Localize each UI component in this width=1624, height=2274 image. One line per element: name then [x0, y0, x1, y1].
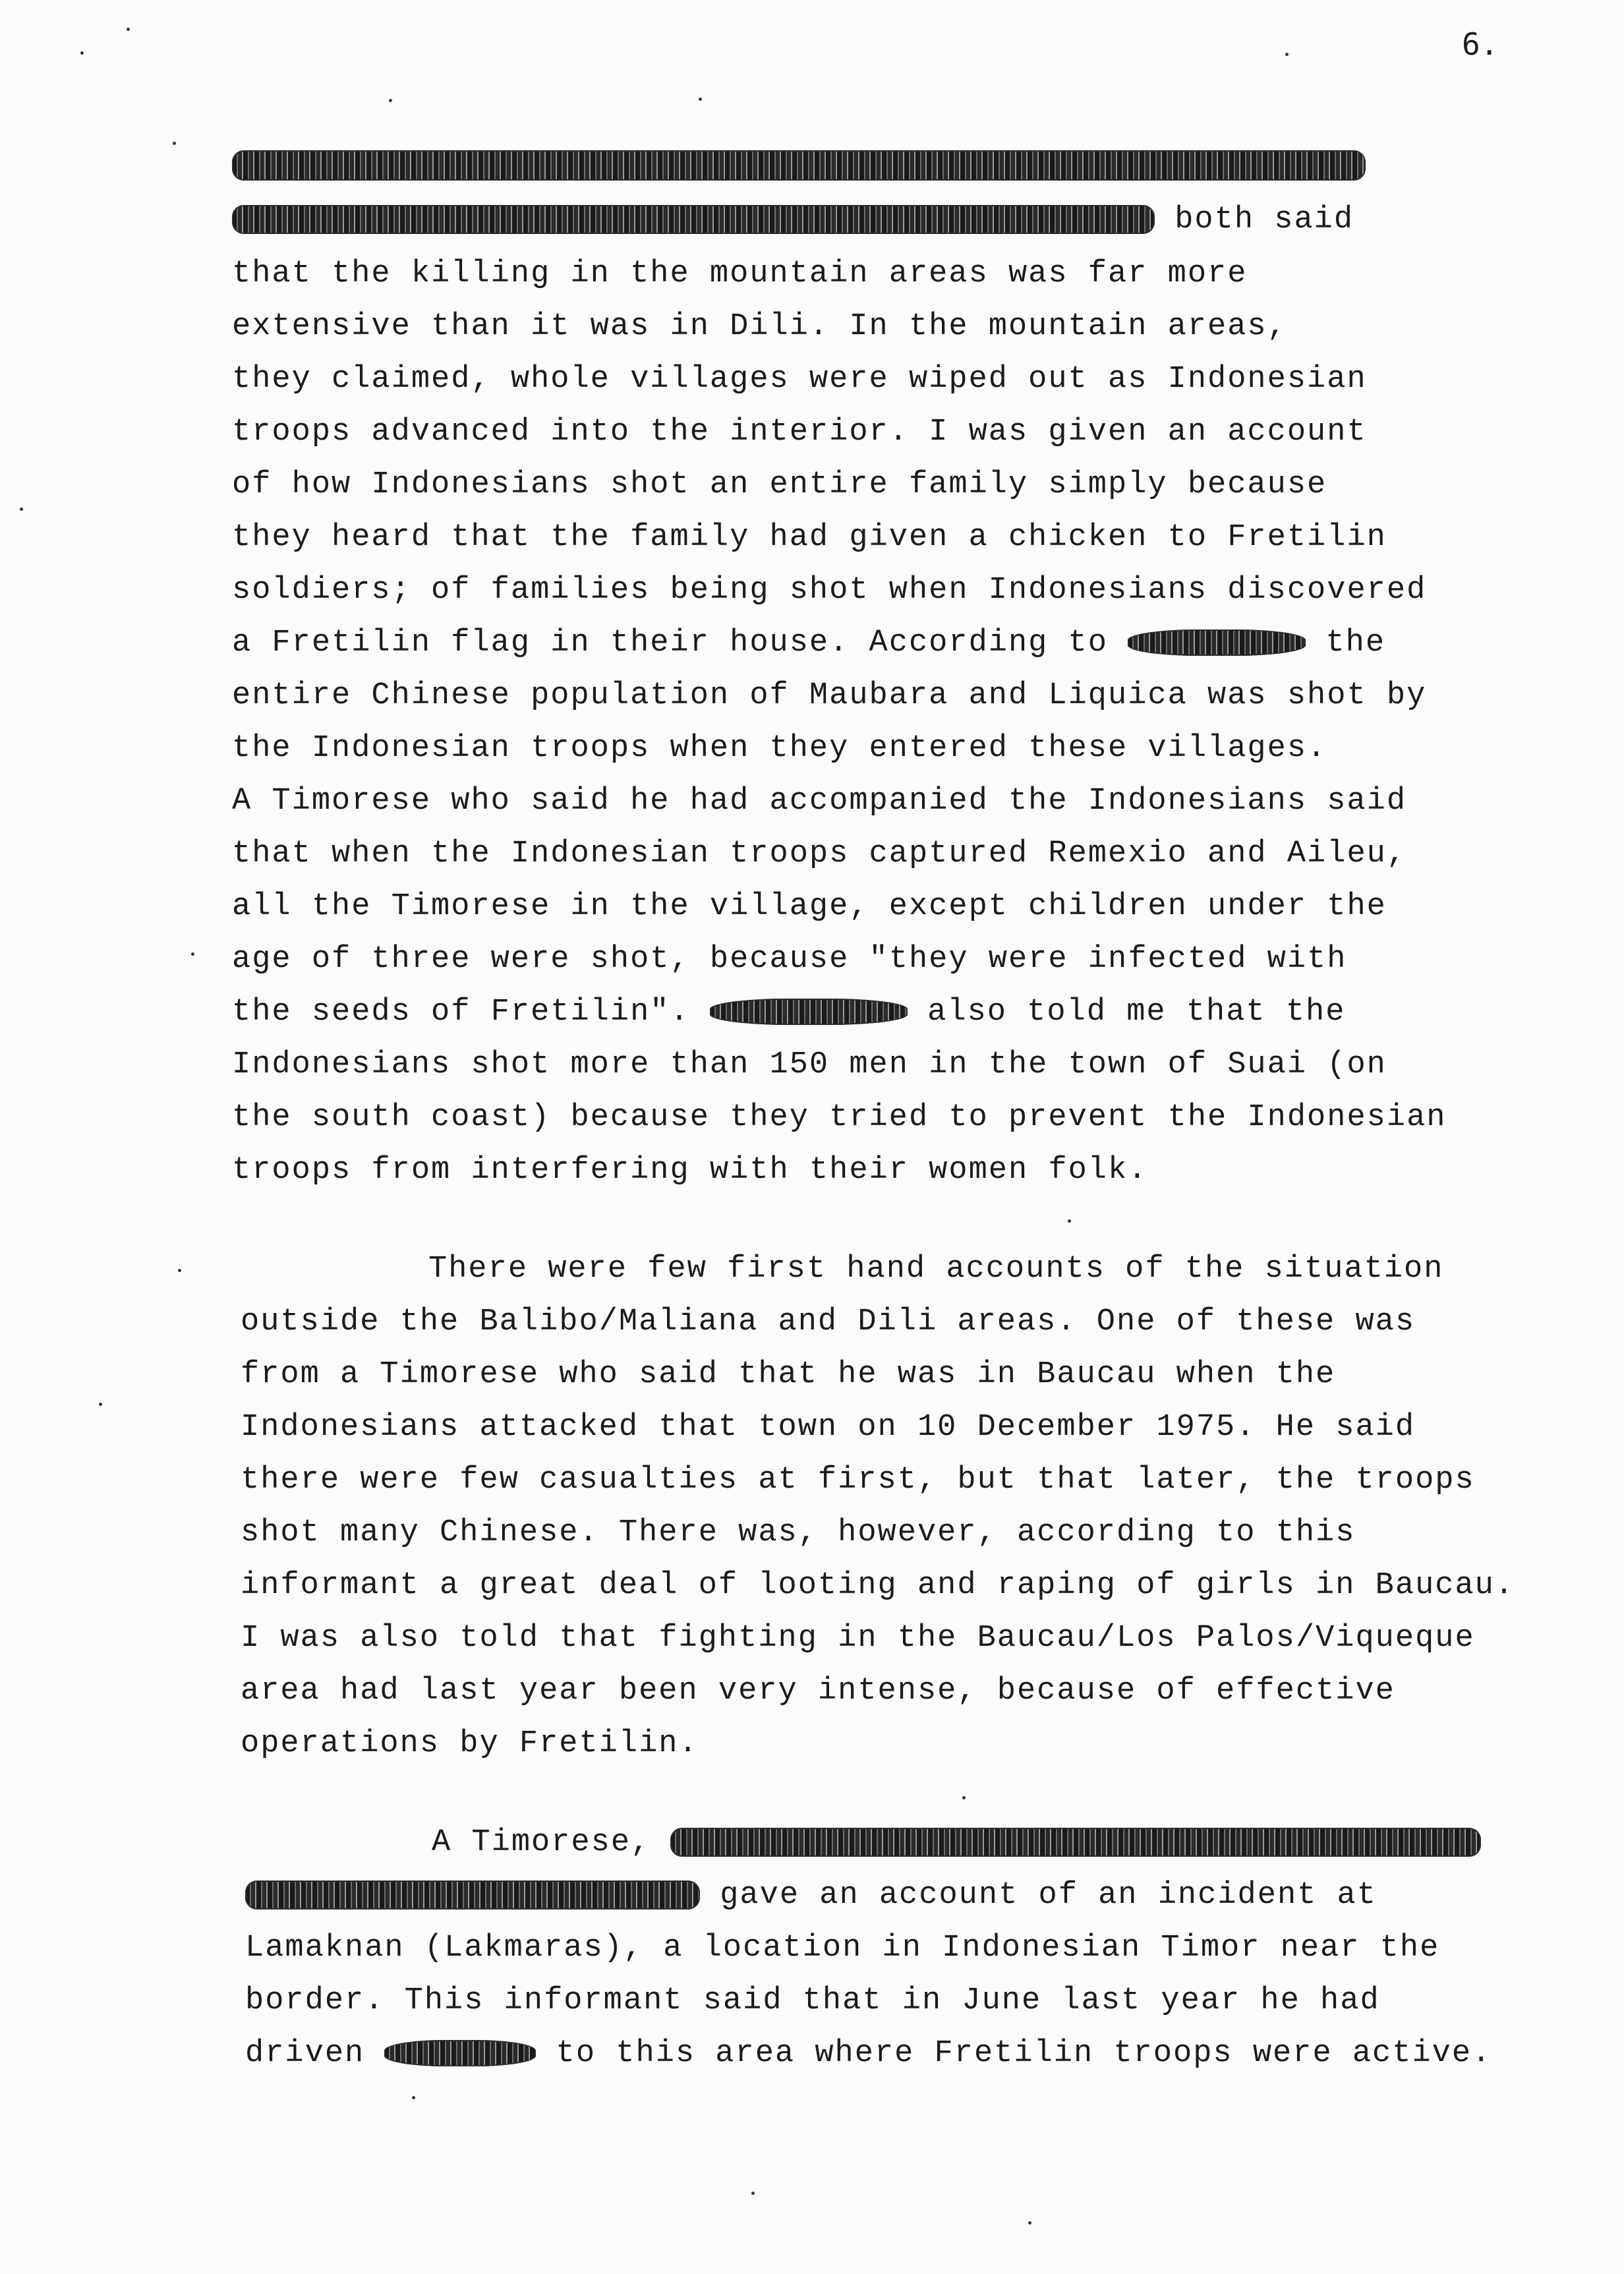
text-line-25: there were few casualties at first, but that later, the troops [241, 1463, 1475, 1498]
redaction-blot [710, 999, 908, 1025]
text-segment: the seeds of Fretilin". [232, 995, 690, 1030]
text-line-33: Lamaknan (Lakmaras), a location in Indonesian Timor near the [245, 1931, 1440, 1966]
scan-speck [389, 99, 392, 102]
redaction-bar [232, 150, 1366, 181]
text-line-7: of how Indonesians shot an entire family simply because [232, 467, 1327, 502]
scan-speck [127, 28, 130, 31]
text-line-11: entire Chinese population of Maubara and Liquica was shot by [232, 678, 1427, 713]
text-segment: gave an account of an incident at [720, 1878, 1377, 1913]
text-line-12: the Indonesian troops when they entered these villages. [232, 731, 1327, 766]
scan-speck [1285, 53, 1289, 56]
text-line-8: they heard that the family had given a chicken to Fretilin [232, 520, 1387, 555]
text-line-16: age of three were shot, because "they were infected with [232, 942, 1347, 977]
scan-speck [173, 142, 176, 145]
text-segment: also told me that the [927, 995, 1346, 1030]
text-segment: driven [245, 2036, 365, 2071]
text-line-32 [245, 1880, 1377, 1911]
text-line-3: that the killing in the mountain areas was far more [232, 256, 1248, 291]
text-line-24: Indonesians attacked that town on 10 December 1975. He said [241, 1410, 1416, 1445]
redaction-bar [670, 1828, 1481, 1857]
text-line-28: I was also told that fighting in the Baucau/Los Palos/Viqueque [241, 1621, 1475, 1656]
redaction-bar [232, 205, 1155, 234]
text-line-6: troops advanced into the interior. I was given an account [232, 415, 1367, 450]
redaction-blot [384, 2040, 536, 2066]
text-line-17 [232, 997, 1345, 1028]
scan-speck [178, 1269, 181, 1272]
scan-speck [699, 98, 702, 101]
scan-speck [191, 952, 194, 956]
text-line-15: all the Timorese in the village, except children under the [232, 889, 1387, 924]
text-segment: both said [1174, 202, 1354, 237]
text-line-20: troops from interfering with their women folk. [232, 1153, 1148, 1188]
text-line-35 [245, 2038, 1492, 2069]
scan-speck [751, 2192, 755, 2195]
text-segment: a Fretilin flag in their house. According to [232, 626, 1109, 660]
text-line-22: outside the Balibo/Maliana and Dili areas. One of these was [241, 1304, 1416, 1339]
text-line-14: that when the Indonesian troops captured Remexio and Aileu, [232, 836, 1407, 871]
scan-speck [20, 508, 23, 511]
text-line-23: from a Timorese who said that he was in Baucau when the [241, 1357, 1336, 1392]
text-line-19: the south coast) because they tried to prevent the Indonesian [232, 1100, 1447, 1135]
scan-speck [99, 1403, 102, 1406]
text-line-5: they claimed, whole villages were wiped out as Indonesian [232, 362, 1367, 397]
redaction-bar [245, 1880, 700, 1910]
text-line-18: Indonesians shot more than 150 men in the town of Suai (on [232, 1047, 1387, 1082]
scan-speck [1068, 1219, 1071, 1223]
text-line-30: operations by Fretilin. [241, 1726, 699, 1761]
text-segment: A Timorese, [432, 1825, 651, 1860]
redacted-line-1 [232, 150, 1366, 181]
text-segment: to this area where Fretilin troops were active. [556, 2036, 1492, 2071]
scan-speck [80, 51, 84, 55]
text-line-29: area had last year been very intense, because of effective [241, 1674, 1395, 1708]
text-line-27: informant a great deal of looting and raping of girls in Baucau. [241, 1568, 1515, 1603]
text-line-13: A Timorese who said he had accompanied the Indonesians said [232, 784, 1407, 819]
text-line-2 [232, 204, 1354, 235]
page-number: 6. [1462, 26, 1499, 62]
text-line-9: soldiers; of families being shot when Indonesians discovered [232, 573, 1427, 608]
text-line-34: border. This informant said that in June last year he had [245, 1983, 1380, 2018]
scan-speck [1028, 2221, 1031, 2225]
text-line-4: extensive than it was in Dili. In the mountain areas, [232, 309, 1287, 344]
scan-speck [962, 1796, 966, 1799]
scan-speck [412, 2096, 415, 2099]
paragraph-2-first-line: There were few first hand accounts of the situation [428, 1252, 1444, 1287]
paragraph-3-first-line [432, 1827, 1481, 1858]
text-line-26: shot many Chinese. There was, however, according to this [241, 1515, 1356, 1550]
text-segment: the [1325, 626, 1386, 660]
text-line-10 [232, 627, 1385, 658]
redaction-blot [1128, 629, 1306, 656]
